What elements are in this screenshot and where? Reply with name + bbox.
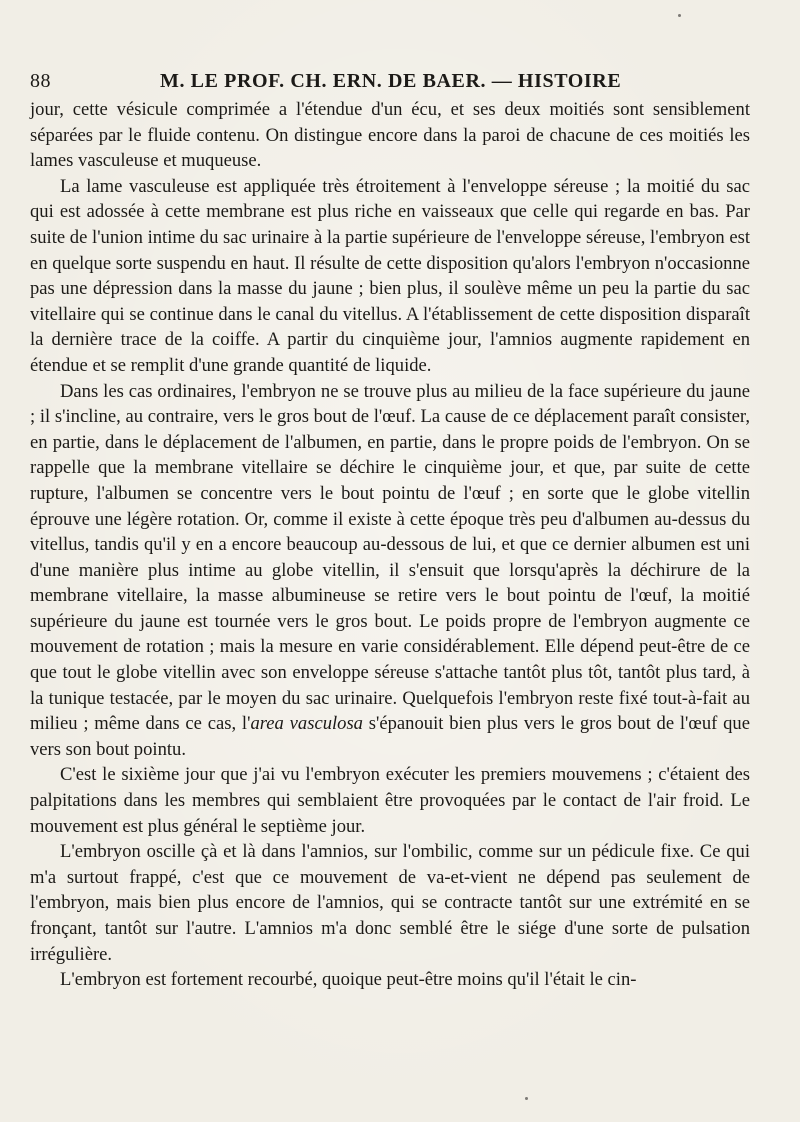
- scan-speck: [525, 1097, 528, 1100]
- paragraph: [30, 379, 750, 763]
- text-run: Dans les cas ordinaires, l'embryon ne se trouve plus au milieu de la face supérieure du jaune ; il s'incline, au contraire, vers le gros bout de l'œuf. La cause de ce déplacement paraît consister, en partie, dans le déplacement de l'albumen, en partie, dans le propre poids de l'embryon. On se rappelle que la membrane vitellaire se déchire le cinquième jour, et que, par suite de cette rupture, l'albumen se concentre vers le bout pointu de l'œuf ; en sorte que le globe vitellin éprouve une légère rotation. Or, comme il existe à cette époque très peu d'albumen au-dessus du vitellus, tandis qu'il y en a encore beaucoup au-dessous de lui, et que ce dernier albumen est uni d'une manière plus intime au globe vitellin, il s'ensuit que lorsqu'après la déchirure de la membrane vitellaire, la masse albumineuse se retire vers le bout pointu de l'œuf, la moitié supérieure du jaune est tournée vers le gros bout. Le poids propre de l'embryon augmente ce mouvement de rotation ; mais la mesure en varie considérablement. Elle dépend peut-être de ce que tout le globe vitellin avec son enveloppe séreuse s'attache tantôt plus tôt, tantôt plus tard, à la tunique testacée, par le moyen du sac urinaire. Quelquefois l'embryon reste fixé tout-à-fait au milieu ; même dans ce cas, l': [30, 380, 750, 735]
- paragraph: [30, 762, 750, 839]
- text-run: s'épanouit bien plus vers le gros bout de l'œuf que vers son bout pointu.: [30, 713, 750, 760]
- paragraph: [30, 967, 750, 993]
- text-run: L'embryon oscille çà et là dans l'amnios, sur l'ombilic, comme sur un pédicule fixe. Ce qui m'a surtout frappé, c'est que ce mouvement de va-et-vient ne dépend pas seulement de l'embryon, mais bien plus encore de l'amnios, qui se contracte tantôt sur une extrémité en se fronçant, tantôt sur l'autre. L'amnios m'a donc semblé être le siége d'une sorte de pulsation irrégulière.: [30, 841, 750, 965]
- text-run: jour, cette vésicule comprimée a l'étendue d'un écu, et ses deux moitiés sont sensiblement séparées par le fluide contenu. On distingue encore dans la paroi de chacune de ces moitiés les lames vasculeuse et muqueuse.: [30, 99, 750, 172]
- text-run: La lame vasculeuse est appliquée très étroitement à l'enveloppe séreuse ; la moitié du sac qui est adossée à cette membrane est plus riche en vaisseaux que celle qui regarde en bas. Par suite de l'union intime du sac urinaire à la partie supérieure de l'enveloppe séreuse, l'embryon est en quelque sorte suspendu en haut. Il résulte de cette disposition qu'alors l'embryon n'occasionne pas une dépression dans la masse du jaune ; bien plus, il soulève même un peu la partie du sac vitellaire qui se continue dans le canal du vitellus. A l'établissement de cette disposition disparaît la dernière trace de la coiffe. A partir du cinquième jour, l'amnios augmente rapidement en étendue et se remplit d'une grande quantité de liquide.: [30, 175, 750, 376]
- italic-term: area vasculosa: [250, 713, 363, 735]
- paragraph: [30, 97, 750, 174]
- paragraph: [30, 839, 750, 967]
- running-head: M. LE PROF. CH. ERN. DE BAER. — HISTOIRE: [160, 70, 622, 92]
- paragraph: [30, 174, 750, 379]
- text-run: C'est le sixième jour que j'ai vu l'embryon exécuter les premiers mouvemens ; c'étaient des palpitations dans les membres qui semblaient être provoquées par le contact de l'air froid. Le mouvement est plus général le septième jour.: [30, 764, 750, 837]
- text-run: L'embryon est fortement recourbé, quoique peut-être moins qu'il l'était le cin-: [60, 969, 637, 991]
- page-number: 88: [30, 70, 51, 92]
- body-text: [30, 97, 750, 993]
- page-header: [30, 70, 750, 98]
- scan-speck: [678, 14, 681, 17]
